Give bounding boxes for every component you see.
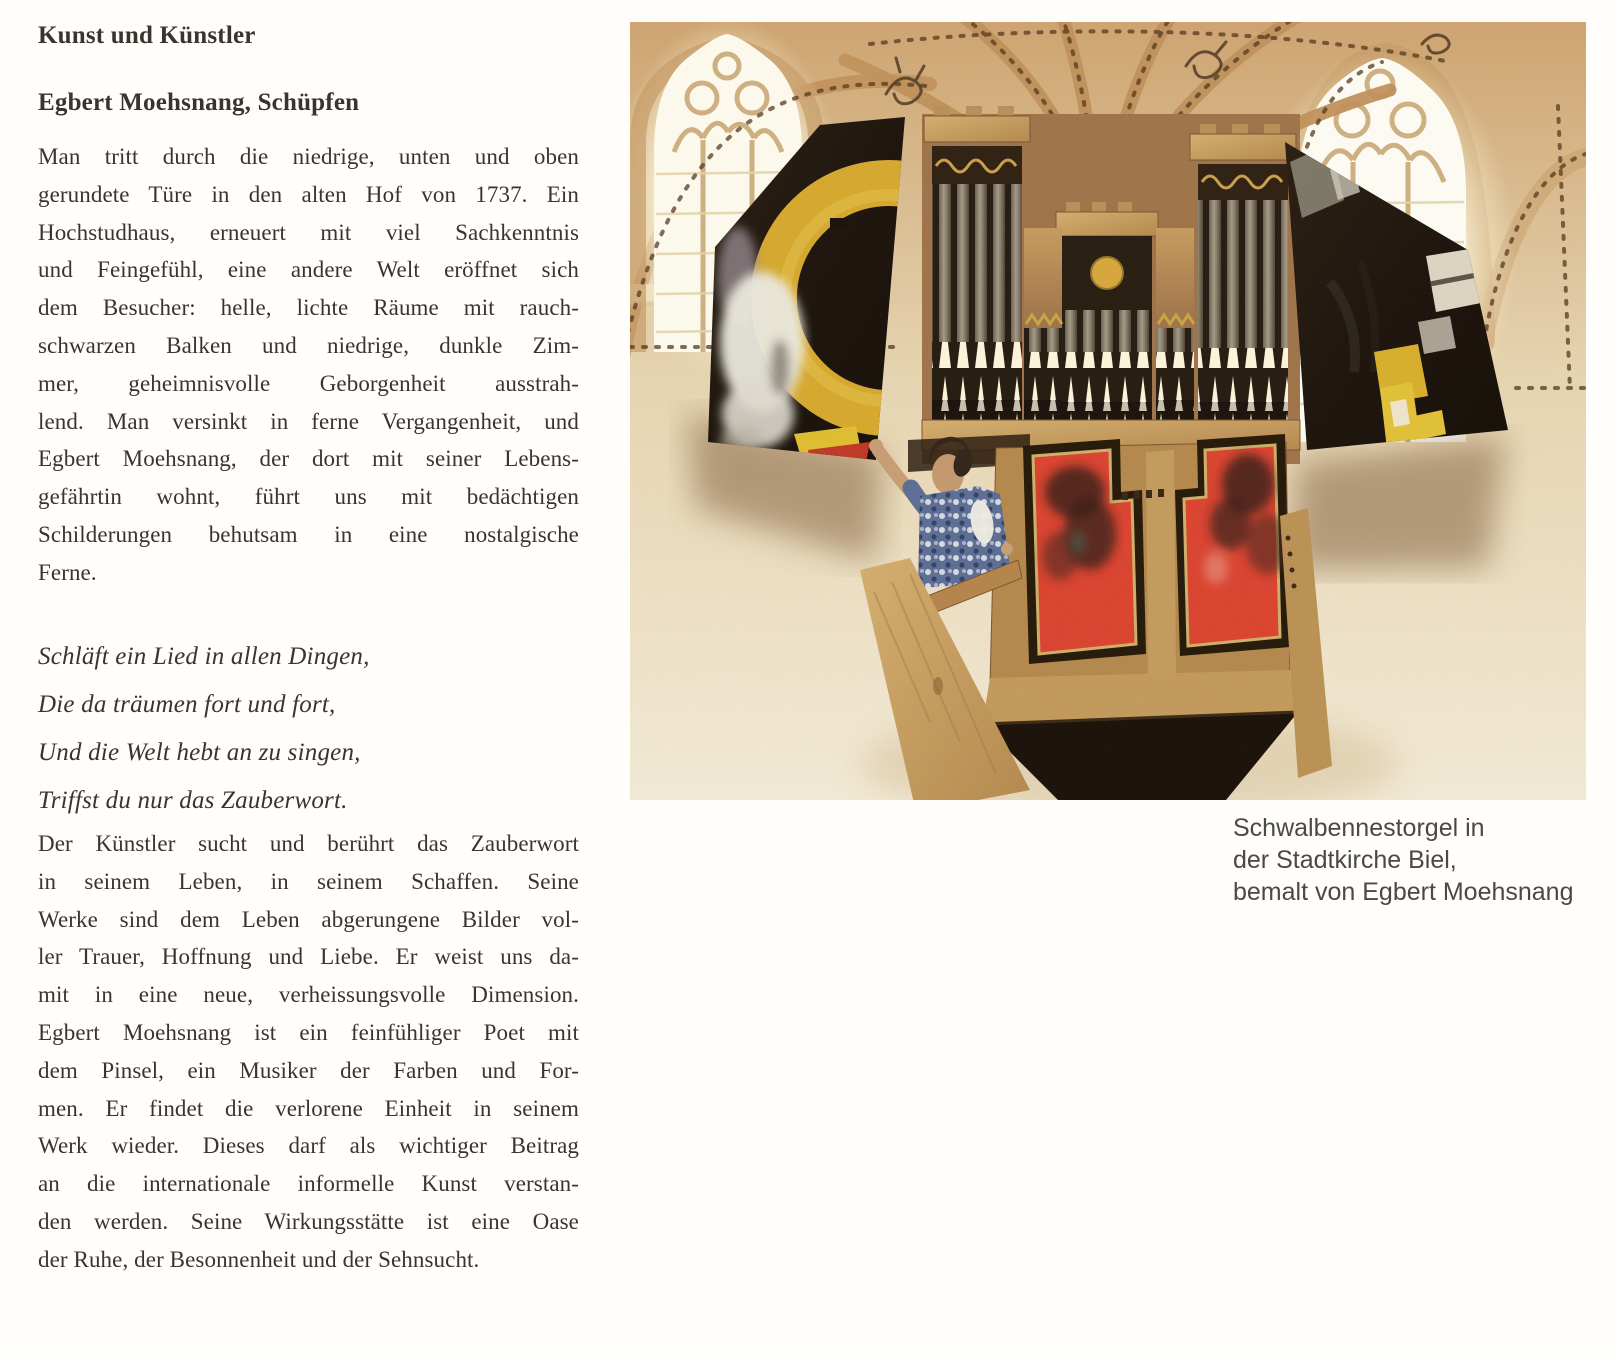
text-line: Und die Welt hebt an zu singen, (38, 739, 361, 766)
paragraph-intro (38, 138, 579, 592)
text-line: an die internationale informelle Kunst verstan- (38, 1171, 579, 1197)
text-line: der Ruhe, der Besonnenheit und der Sehnsucht. (38, 1246, 480, 1272)
text-line: den werden. Seine Wirkungsstätte ist eine Oase (38, 1208, 579, 1234)
church-organ-photo (630, 22, 1586, 800)
text-line: Werk wieder. Dieses darf als wichtiger Beitrag (38, 1133, 579, 1159)
text-line: ler Trauer, Hoffnung und Liebe. Er weist uns da- (38, 944, 579, 970)
scan-grain-overlay (630, 22, 1586, 800)
text-line: mer, geheimnisvolle Geborgenheit ausstrah- (38, 370, 579, 396)
text-line: gefährtin wohnt, führt uns mit bedächtigen (38, 484, 579, 510)
photo-caption (1233, 812, 1574, 908)
text-line: Der Künstler sucht und berührt das Zauberwort (38, 831, 579, 856)
text-line: dem Pinsel, ein Musiker der Farben und For- (38, 1057, 579, 1083)
text-line: Ferne. (38, 559, 97, 585)
text-line: in seinem Leben, in seinem Schaffen. Seine (38, 868, 579, 894)
text-line: lend. Man versinkt in ferne Vergangenheit, und (38, 408, 579, 434)
text-line: Schilderungen behutsam in eine nostalgische (38, 521, 579, 547)
text-line: dem Besucher: helle, lichte Räume mit rauch- (38, 295, 579, 321)
text-line: Hochstudhaus, erneuert mit viel Sachkenntnis (38, 219, 579, 245)
section-heading: Kunst und Künstler (38, 22, 256, 49)
text-line: Schläft ein Lied in allen Dingen, (38, 643, 370, 670)
text-line: Egbert Moehsnang, der dort mit seiner Lebens- (38, 446, 579, 472)
paragraph-artist (38, 825, 579, 1279)
text-line: gerundete Türe in den alten Hof von 1737. Ein (38, 181, 579, 207)
text-line: bemalt von Egbert Moehsnang (1233, 878, 1574, 906)
text-line: Schwalbennestorgel in (1233, 814, 1485, 842)
organ-photo-figure (630, 22, 1586, 800)
text-line: Man tritt durch die niedrige, unten und oben (38, 144, 579, 169)
article-subheading: Egbert Moehsnang, Schüpfen (38, 89, 360, 116)
text-line: Triffst du nur das Zauberwort. (38, 787, 348, 814)
text-line: mit in eine neue, verheissungsvolle Dimension. (38, 982, 579, 1008)
text-line: Werke sind dem Leben abgerungene Bilder vol- (38, 906, 579, 932)
text-line: und Feingefühl, eine andere Welt eröffnet sich (38, 257, 579, 283)
text-line: schwarzen Balken und niedrige, dunkle Zim- (38, 332, 579, 358)
poem-quote (38, 633, 579, 825)
text-line: men. Er findet die verlorene Einheit in seinem (38, 1095, 579, 1121)
text-line: der Stadtkirche Biel, (1233, 846, 1457, 874)
text-line: Die da träumen fort und fort, (38, 691, 336, 718)
text-line: Egbert Moehsnang ist ein feinfühliger Poet mit (38, 1019, 579, 1045)
